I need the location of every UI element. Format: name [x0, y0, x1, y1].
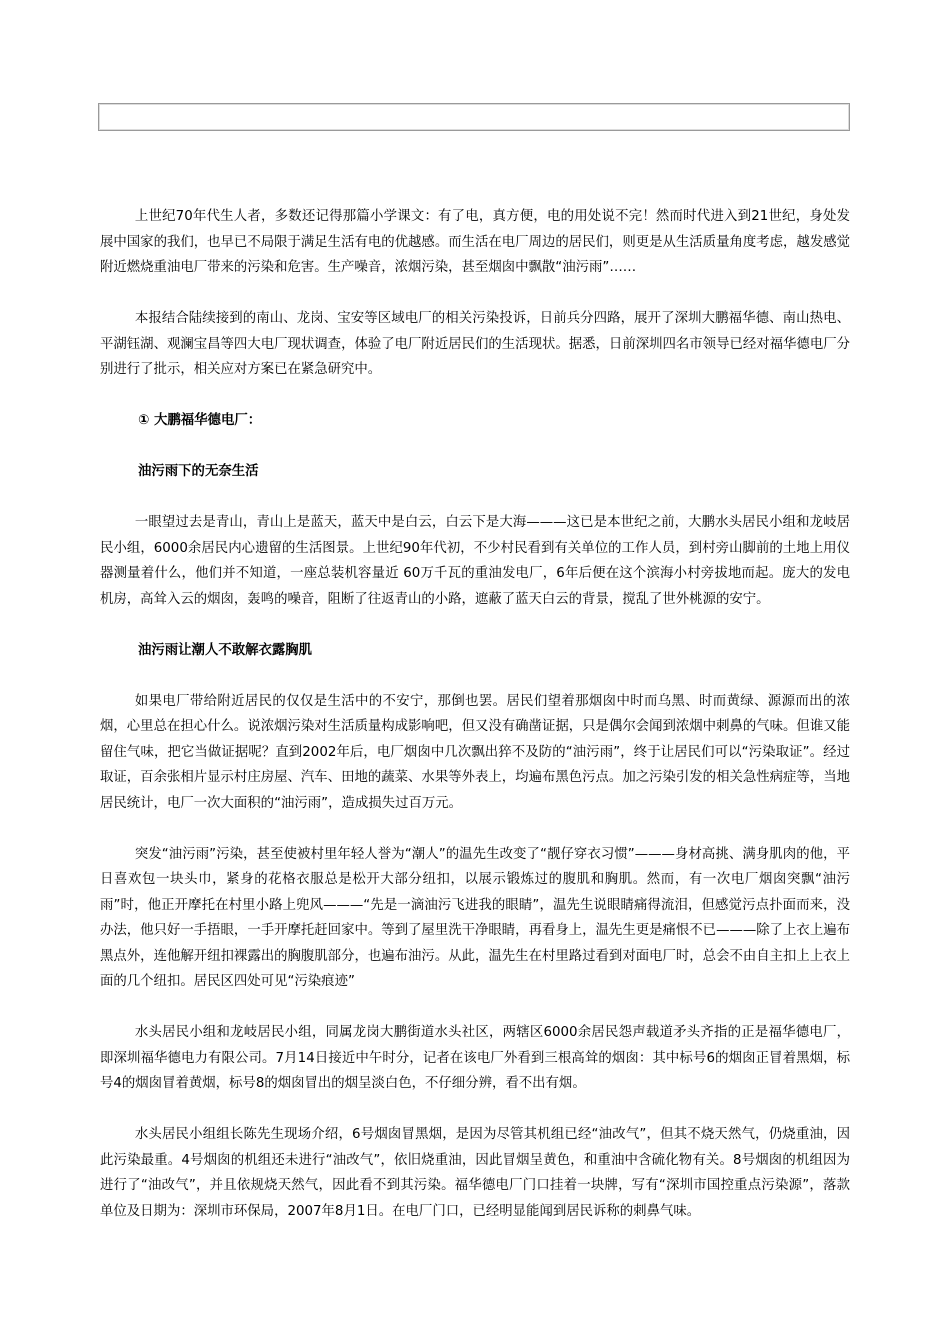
subheading-trendy-man: 油污雨让潮人不敢解衣露胸肌	[138, 642, 313, 658]
paragraph-mr-wen: 突发“油污雨”污染，甚至使被村里年轻人誉为“潮人”的温先生改变了“靓仔穿衣习惯”———身材高挑、满身肌肉的他，平日喜欢包一块头巾，紧身的花格衣服总是松开大部分纽扣，以展示锻炼过的腹肌和胸肌。然而，有一次电厂烟囱突飘“油污雨”时，他正开摩托在村里小路上兜风———“先是一滴油污飞进我的眼睛”，温先生说眼睛痛得流泪，但感觉污点扑面而来，没办法，他只好一手捂眼，一手开摩托赶回家中。等到了屋里洗干净眼睛，再看身上，温先生更是痛恨不已———除了上衣上遍布黑点外，连他解开纽扣裸露出的胸腹肌部分，也遍布油污。从此，温先生在村里路过看到对面电厂时，总会不由自主扣上上衣上面的几个纽扣。居民区四处可见“污染痕迹”	[100, 846, 850, 989]
section-heading-dapeng: ① 大鹏福华德电厂：	[138, 413, 262, 428]
article-body	[100, 204, 850, 1250]
paragraph-evidence: 如果电厂带给附近居民的仅仅是生活中的不安宁，那倒也罢。居民们望着那烟囱中时而乌黑、时而黄绿、源源而出的浓烟，心里总在担心什么。说浓烟污染对生活质量构成影响吧，但又没有确凿证据，只是偶尔会闻到浓烟中刺鼻的气味。但谁又能留住气味，把它当做证据呢？直到2002年后，电厂烟囱中几次飘出猝不及防的“油污雨”，终于让居民们可以“污染取证”。经过取证，百余张相片显示村庄房屋、汽车、田地的蔬菜、水果等外表上，均遍布黑色污点。加之污染引发的相关急性病症等，当地居民统计，电厂一次大面积的“油污雨”，造成损失过百万元。	[100, 693, 850, 811]
subheading-oil-rain-life: 油污雨下的无奈生活	[138, 464, 259, 479]
paragraph-survey: 本报结合陆续接到的南山、龙岗、宝安等区域电厂的相关污染投诉，日前兵分四路，展开了深圳大鹏福华德、南山热电、平湖钰湖、观澜宝昌等四大电厂现状调查，体验了电厂附近居民们的生活现状。据悉，日前深圳四名市领导已经对福华德电厂分别进行了批示，相关应对方案已在紧急研究中。	[100, 311, 850, 377]
paragraph-village-scene: 一眼望过去是青山，青山上是蓝天，蓝天中是白云，白云下是大海———这已是本世纪之前，大鹏水头居民小组和龙岐居民小组，6000余居民内心遗留的生活图景。上世纪90年代初，不少村民看到有关单位的工作人员，到村旁山脚前的土地上用仪器测量着什么，他们并不知道，一座总装机容量近 60万千瓦的重油发电厂，6年后便在这个滨海小村旁拔地而起。庞大的发电机房，高耸入云的烟囱，轰鸣的噪音，阻断了往返青山的小路，遮蔽了蓝天白云的背景，搅乱了世外桃源的安宁。	[100, 515, 850, 607]
paragraph-intro: 上世纪70年代生人者，多数还记得那篇小学课文：有了电，真方便，电的用处说不完！然而时代进入到21世纪，身处发展中国家的我们，也早已不局限于满足生活有电的优越感。而生活在电厂周边的居民们，则更是从生活质量角度考虑，越发感觉附近燃烧重油电厂带来的污染和危害。生产噪音，浓烟污染，甚至烟囱中飘散“油污雨”……	[100, 209, 850, 275]
paragraph-leader-intro: 水头居民小组组长陈先生现场介绍，6号烟囱冒黑烟，是因为尽管其机组已经“油改气”，但其不烧天然气，仍烧重油，因此污染最重。4号烟囱的机组还未进行“油改气”，依旧烧重油，因此冒烟呈黄色，和重油中含硫化物有关。8号烟囱的机组因为进行了“油改气”，并且依规烧天然气，因此看不到其污染。福华德电厂门口挂着一块牌，写有“深圳市国控重点污染源”，落款单位及日期为：深圳市环保局，2007年8月1日。在电厂门口，已经明显能闻到居民诉称的刺鼻气味。	[100, 1127, 850, 1219]
header-frame	[98, 103, 850, 131]
paragraph-chimneys: 水头居民小组和龙岐居民小组，同属龙岗大鹏街道水头社区，两辖区6000余居民怨声载道矛头齐指的正是福华德电厂，即深圳福华德电力有限公司。7月14日接近中午时分，记者在该电厂外看到三根高耸的烟囱：其中标号6的烟囱正冒着黑烟，标号4的烟囱冒着黄烟，标号8的烟囱冒出的烟呈淡白色，不仔细分辨，看不出有烟。	[100, 1025, 850, 1091]
